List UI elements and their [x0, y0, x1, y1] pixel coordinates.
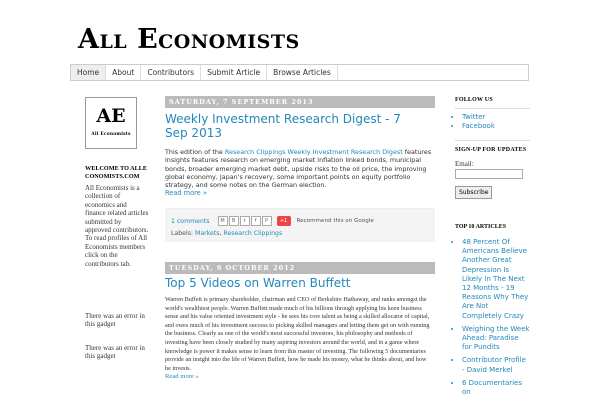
email-share-icon[interactable]: M	[218, 216, 228, 226]
top10-item[interactable]: • Contributor Profile - David Merkel	[462, 356, 530, 374]
email-label: Email:	[455, 160, 474, 168]
share-buttons	[218, 216, 273, 226]
post-date-2: TUESDAY, 9 OCTOBER 2012	[165, 262, 435, 274]
twitter-link[interactable]: • Twitter	[462, 113, 530, 123]
site-title[interactable]: All Economists	[78, 24, 300, 55]
divider	[455, 140, 530, 141]
post-title-2[interactable]: Top 5 Videos on Warren Buffett	[165, 276, 351, 290]
nav-browse-articles[interactable]: Browse Articles	[267, 65, 338, 80]
top10-list	[455, 238, 530, 397]
read-more-link-1[interactable]: Read more »	[165, 189, 207, 198]
follow-list	[455, 113, 530, 132]
label-research-clippings[interactable]: Research Clippings	[223, 230, 283, 237]
email-input[interactable]	[455, 169, 523, 179]
nav-submit-article[interactable]: Submit Article	[201, 65, 267, 80]
twitter-share-icon[interactable]: t	[240, 216, 250, 226]
label-markets[interactable]: Markets	[194, 230, 220, 237]
comments-link[interactable]: 1 comments	[171, 217, 210, 225]
follow-heading: FOLLOW US	[455, 97, 493, 103]
welcome-heading: WELCOME TO ALLECONOMISTS.COM	[85, 165, 148, 180]
site-logo[interactable]	[85, 97, 137, 149]
post-body-2-text: Warren Buffett is primary shareholder, chairman and CEO of Berkshire Hathaway, and ranks amongst the world's wealthiest people. Warren Buffett made much of his billions through applying his keen business sense and his value oriented investment style - he sees his core talent as being a skilled allocator of capital, and owes much of his investment success to picking skilled managers and letting them get on with running the business. Clearly as one of the world's most successful investors, his philosophy and methods of investing have been closely studied by many aspiring investors around the world, and in a game where knowledge is power it makes sense to learn from this master of investing. The following 5 documentaries provide an insight into the life of Warren Buffett, how he made his money, what he thinks about, and how he invests.	[165, 296, 430, 372]
welcome-text: All Economists is a collection of economics and finance related articles submitted by approved contributors. To read profiles of All Economists members click on the contributors tab.	[85, 184, 149, 268]
divider	[455, 108, 530, 109]
post-labels: Labels: Markets, Research Clippings	[171, 230, 283, 237]
top10-heading: TOP 10 ARTICLES	[455, 224, 507, 230]
nav-home[interactable]: Home	[71, 65, 106, 80]
logo-mark: AE	[96, 105, 126, 127]
welcome-widget	[85, 165, 149, 268]
gadget-error-2: There was an error in this gadget	[85, 344, 145, 361]
labels-prefix: Labels:	[171, 230, 194, 237]
nav-bar	[70, 64, 529, 81]
signup-heading: SIGN-UP FOR UPDATES	[455, 146, 527, 153]
recommend-text: Recommend this on Google	[296, 218, 374, 224]
blog-share-icon[interactable]: B	[229, 216, 239, 226]
nav-contributors[interactable]: Contributors	[141, 65, 201, 80]
post-date-1: SATURDAY, 7 SEPTEMBER 2013	[165, 96, 435, 108]
top10-item[interactable]: • 48 Percent Of Americans Believe Another Great Depression Is Likely In The Next 12 Months - 19 Reasons Why They Are Not Completely Crazy	[462, 238, 530, 321]
subscribe-button[interactable]: Subscribe	[455, 186, 492, 199]
right-sidebar	[455, 97, 530, 199]
post-body-1-prefix: This edition of the	[165, 148, 225, 156]
post-body-2	[165, 296, 433, 382]
top10-item[interactable]: • Weighing the Week Ahead: Paradise for Pundits	[462, 325, 530, 353]
gadget-error-1: There was an error in this gadget	[85, 312, 145, 329]
nav-about[interactable]: About	[106, 65, 141, 80]
google-plus-one-button[interactable]: +1	[277, 216, 291, 226]
post-body-1	[165, 148, 433, 198]
facebook-link[interactable]: • Facebook	[462, 122, 530, 132]
read-more-link-2[interactable]: Read more »	[165, 373, 199, 381]
logo-subtitle: All Economists	[91, 132, 131, 137]
pinterest-share-icon[interactable]: P	[262, 216, 272, 226]
top10-item[interactable]: • 6 Documentaries on	[462, 379, 530, 397]
post-title-1[interactable]: Weekly Investment Research Digest - 7 Sep 2013	[165, 112, 401, 140]
research-digest-link[interactable]: Research Clippings Weekly Investment Research Digest	[224, 148, 403, 156]
top10-widget	[455, 224, 530, 400]
facebook-share-icon[interactable]: f	[251, 216, 261, 226]
post-body-1-suffix: features insights features research on emerging market inflation linked bonds, municipal bonds, broader emerging market debt, upside risks to the oil price, the improving global economy, Japan's recovery, some important points on equity portfolio strategy, and some notes on the German election.	[165, 148, 432, 190]
post-footer-1	[165, 208, 435, 242]
